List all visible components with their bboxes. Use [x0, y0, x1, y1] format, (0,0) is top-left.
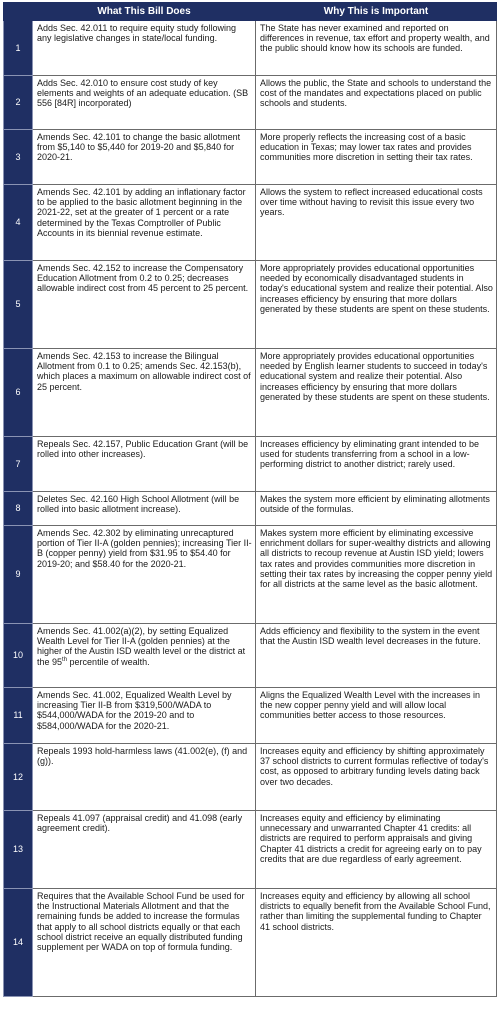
row-what-cell: Amends Sec. 41.002, Equalized Wealth Level by increasing Tier II-B from $319,500/WADA to $544,000/WADA for the 2019-20 and to $584,000/WADA for the 2020-21.	[33, 688, 256, 744]
row-number: 11	[4, 688, 33, 744]
table-row	[4, 688, 497, 744]
header-number-cell	[4, 3, 33, 21]
table-row	[4, 624, 497, 688]
row-number: 5	[4, 261, 33, 349]
row-what-cell: Amends Sec. 42.152 to increase the Compensatory Education Allotment from 0.2 to 0.25; decreases allowable indirect cost from 45 percent to 25 percent.	[33, 261, 256, 349]
table-row	[4, 185, 497, 261]
row-number: 6	[4, 349, 33, 437]
row-why-cell: Increases efficiency by eliminating grant intended to be used for students transferring from a school in a low-performing district to another district; rarely used.	[256, 437, 497, 492]
row-what-cell: Adds Sec. 42.010 to ensure cost study of key elements and weights of an adequate education. (SB 556 [84R] incorporated)	[33, 76, 256, 130]
row-why-cell: Allows the system to reflect increased educational costs over time without having to revisit this issue every two years.	[256, 185, 497, 261]
row-why-cell: Allows the public, the State and schools to understand the cost of the mandates and expectations placed on public schools and students.	[256, 76, 497, 130]
row-what-cell: Repeals 1993 hold-harmless laws (41.002(e), (f) and (g)).	[33, 744, 256, 811]
header-what: What This Bill Does	[33, 3, 256, 21]
row-what-cell: Adds Sec. 42.011 to require equity study following any legislative changes in state/local funding.	[33, 21, 256, 76]
row-what-cell: Requires that the Available School Fund be used for the Instructional Materials Allotment and that the remaining funds be added to increase the formulas that apply to all school districts equally or that each school district receive an equally distributed funding supplement per WADA on top of formula funding.	[33, 889, 256, 997]
row-why-cell: More appropriately provides educational opportunities needed by economically disadvantaged students in today's educational system and realize their potential. Also increases efficiency by ensuring that more dollars generated by these students are spent on these students.	[256, 261, 497, 349]
header-row	[4, 3, 497, 21]
row-why-cell: Increases equity and efficiency by eliminating unnecessary and unwarranted Chapter 41 credits: all districts are required to perform appraisals and giving Chapter 41 districts a credit for agreeing early on to pay credits that are due regardless of early agreement.	[256, 811, 497, 889]
row-number: 1	[4, 21, 33, 76]
row-why-cell: Makes system more efficient by eliminating excessive enrichment dollars for super-wealthy districts and allowing all districts to recoup revenue at Austin ISD yield; lowers tax rates and provides communities more discretion in setting their tax rates by increasing the copper penny yield for all districts at the same level as the basic allotment.	[256, 526, 497, 624]
row-what-cell: Deletes Sec. 42.160 High School Allotment (will be rolled into basic allotment increase).	[33, 492, 256, 526]
row-why-cell: More properly reflects the increasing cost of a basic education in Texas; may lower tax rates and provides communities more discretion in setting their tax rates.	[256, 130, 497, 185]
row-number: 8	[4, 492, 33, 526]
table-row	[4, 811, 497, 889]
table-row	[4, 130, 497, 185]
row-number: 14	[4, 889, 33, 997]
row-number: 2	[4, 76, 33, 130]
row-what-cell: Amends Sec. 42.101 to change the basic allotment from $5,140 to $5,440 for 2019-20 and $5,840 for 2020-21.	[33, 130, 256, 185]
row-why-cell: Aligns the Equalized Wealth Level with the increases in the new copper penny yield and will allow local communities better access to those resources.	[256, 688, 497, 744]
table-row	[4, 21, 497, 76]
table-row	[4, 76, 497, 130]
bill-summary-table	[3, 2, 497, 997]
row-what-cell: Repeals 41.097 (appraisal credit) and 41.098 (early agreement credit).	[33, 811, 256, 889]
row-number: 12	[4, 744, 33, 811]
row-why-cell: Increases equity and efficiency by allowing all school districts to equally benefit from the Available School Fund, rather than limiting the supplemental funding to Chapter 41 school districts.	[256, 889, 497, 997]
row-number: 7	[4, 437, 33, 492]
row-number: 10	[4, 624, 33, 688]
ordinal-suffix: th	[62, 656, 68, 663]
row-why-cell: Makes the system more efficient by eliminating allotments outside of the formulas.	[256, 492, 497, 526]
row-number: 4	[4, 185, 33, 261]
table-row	[4, 261, 497, 349]
row-number: 9	[4, 526, 33, 624]
row-what-cell: Amends Sec. 42.101 by adding an inflationary factor to be applied to the basic allotment beginning in the 2021-22, set at the greater of 1 percent or a rate determined by the Texas Comptroller of Public Accounts in its biennial revenue estimate.	[33, 185, 256, 261]
row-what-cell	[33, 624, 256, 688]
table-body	[4, 21, 497, 997]
row-what-cell: Amends Sec. 42.302 by eliminating unrecaptured portion of Tier II-A (golden pennies); increasing Tier II-B (copper penny) yield from $31.95 to $54.40 for 2019-20; and $58.40 for the 2020-21.	[33, 526, 256, 624]
table-row	[4, 437, 497, 492]
row-what-text: Amends Sec. 41.002(a)(2), by setting Equalized Wealth Level for Tier II-A (golden pennies) at the higher of the Austin ISD wealth level or the district at the 95	[37, 626, 246, 667]
header-why: Why This is Important	[256, 3, 497, 21]
row-what-cell: Repeals Sec. 42.157, Public Education Grant (will be rolled into other increases).	[33, 437, 256, 492]
table-row	[4, 744, 497, 811]
row-number: 3	[4, 130, 33, 185]
row-why-cell: Increases equity and efficiency by shifting approximately 37 school districts to current formulas reflective of today's cost, as opposed to arbitrary funding levels dating back over two decades.	[256, 744, 497, 811]
table-header	[4, 3, 497, 21]
row-what-cell: Amends Sec. 42.153 to increase the Bilingual Allotment from 0.1 to 0.25; amends Sec. 42.153(b), which places a maximum on allowable indirect cost of 25 percent.	[33, 349, 256, 437]
row-why-cell: Adds efficiency and flexibility to the system in the event that the Austin ISD wealth level decreases in the future.	[256, 624, 497, 688]
row-why-cell: The State has never examined and reported on differences in revenue, tax effort and property wealth, and the public should know how its schools are funded.	[256, 21, 497, 76]
table-row	[4, 349, 497, 437]
row-why-cell: More appropriately provides educational opportunities needed by English learner students to succeed in today's educational system and realize their potential. Also increases efficiency by ensuring that more dollars generated by these students are spent on these students.	[256, 349, 497, 437]
table-row	[4, 889, 497, 997]
row-number: 13	[4, 811, 33, 889]
row-what-text-end: percentile of wealth.	[67, 656, 150, 667]
table-row	[4, 526, 497, 624]
table-row	[4, 492, 497, 526]
